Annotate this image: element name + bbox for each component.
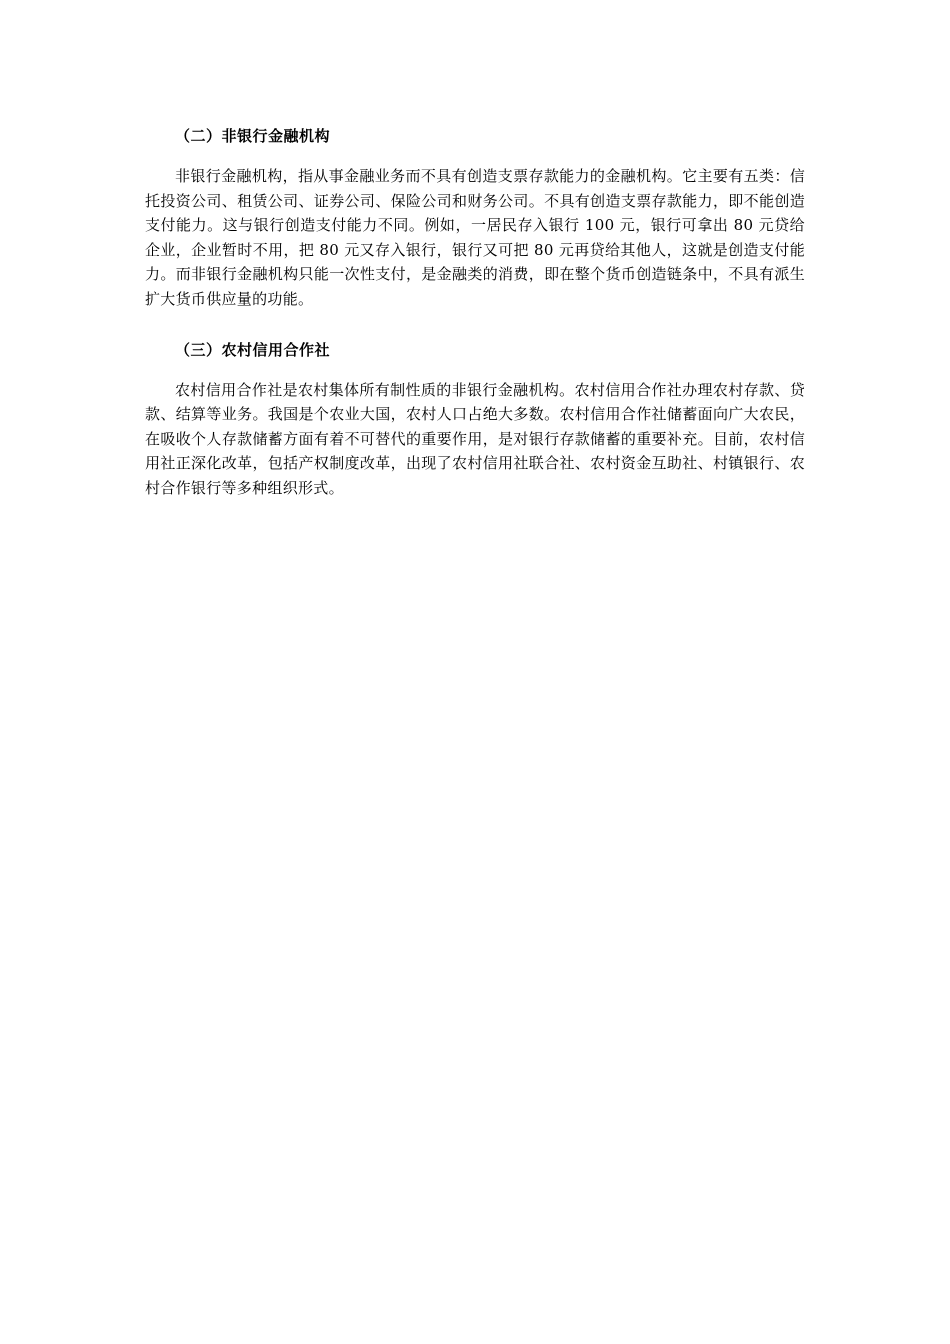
section-heading-non-bank-financial-institutions: （二）非银行金融机构 xyxy=(175,127,331,145)
paragraph-rural-credit-cooperatives: 农村信用合作社是农村集体所有制性质的非银行金融机构。农村信用合作社办理农村存款、贷款、结算等业务。我国是个农业大国，农村人口占绝大多数。农村信用合作社储蓄面向广大农民，在吸收个人存款储蓄方面有着不可替代的重要作用，是对银行存款储蓄的重要补充。目前，农村信用社正深化改革，包括产权制度改革，出现了农村信用社联合社、农村资金互助社、村镇银行、农村合作银行等多种组织形式。 xyxy=(145,380,805,497)
paragraph-non-bank-financial-institutions: 非银行金融机构，指从事金融业务而不具有创造支票存款能力的金融机构。它主要有五类：信托投资公司、租赁公司、证券公司、保险公司和财务公司。不具有创造支票存款能力，即不能创造支付能力。这与银行创造支付能力不同。例如，一居民存入银行 100 元，银行可拿出 80 元贷给企业，企业暂时不用，把 80 元又存入银行，银行又可把 80 元再贷给其他人，这就是创造支付能力。而非银行金融机构只能一次性支付，是金融类的消费，即在整个货币创造链条中，不具有派生扩大货币供应量的功能。 xyxy=(145,167,805,308)
spacer xyxy=(145,362,805,378)
section-heading-rural-credit-cooperatives: （三）农村信用合作社 xyxy=(175,340,331,359)
spacer xyxy=(145,312,805,338)
spacer xyxy=(145,148,805,164)
document-body xyxy=(145,124,805,501)
